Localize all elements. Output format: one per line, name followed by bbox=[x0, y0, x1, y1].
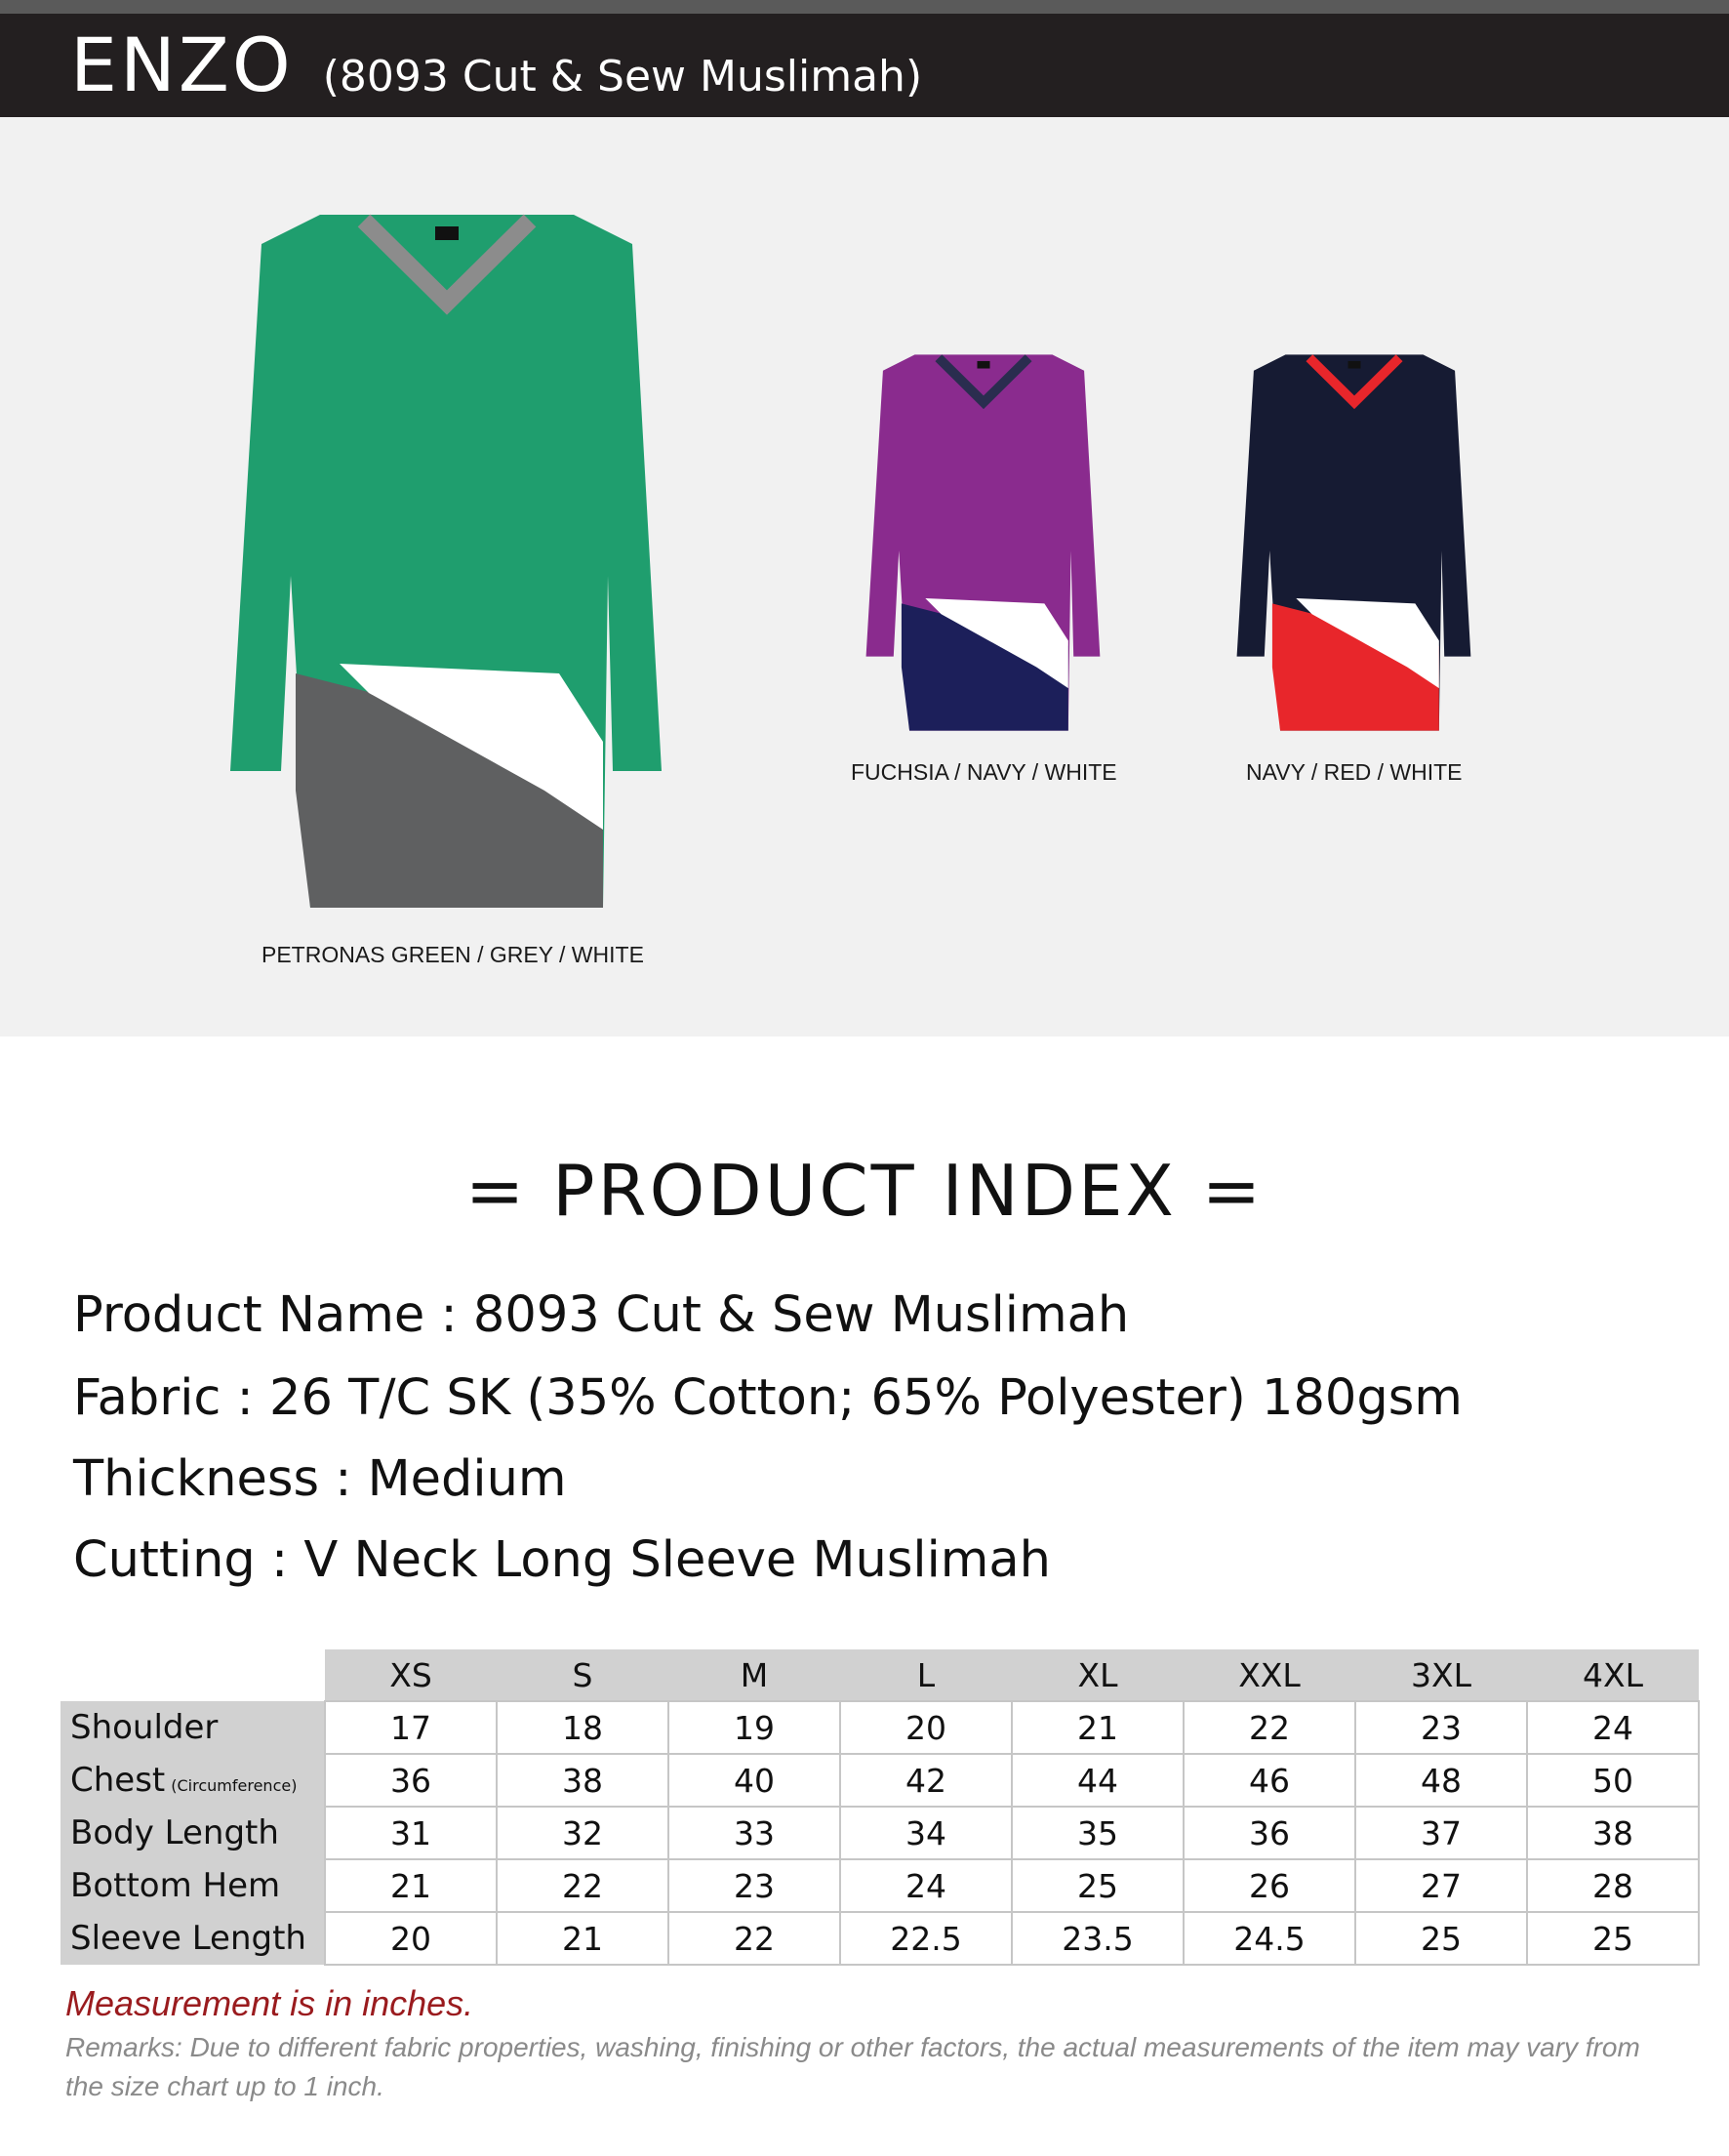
garment-illustration bbox=[1231, 349, 1477, 736]
table-cell: 33 bbox=[668, 1807, 840, 1859]
brand-name: ENZO bbox=[70, 21, 294, 108]
row-label-text: Chest bbox=[70, 1761, 166, 1800]
remarks-text: Remarks: Due to different fabric properties, washing, finishing or other factors, the actual measurements of the item may vary from the size chart up to 1 inch. bbox=[65, 2032, 1640, 2101]
product-gallery bbox=[0, 117, 1729, 1037]
table-cell: 21 bbox=[325, 1859, 497, 1912]
table-row bbox=[60, 1807, 1699, 1859]
table-cell: 22.5 bbox=[840, 1912, 1012, 1965]
page-header bbox=[0, 14, 1729, 117]
size-chart-corner bbox=[60, 1649, 325, 1701]
product-image-fuchsia bbox=[861, 349, 1106, 736]
size-col-l: L bbox=[840, 1649, 1012, 1701]
garment-illustration bbox=[861, 349, 1106, 736]
row-label bbox=[60, 1859, 325, 1912]
table-cell: 34 bbox=[840, 1807, 1012, 1859]
spec-thickness: Thickness : Medium bbox=[73, 1450, 567, 1508]
table-cell: 28 bbox=[1527, 1859, 1699, 1912]
product-caption-fuchsia: FUCHSIA / NAVY / WHITE bbox=[851, 759, 1117, 785]
table-cell: 20 bbox=[325, 1912, 497, 1965]
size-col-m: M bbox=[668, 1649, 840, 1701]
table-row bbox=[60, 1701, 1699, 1754]
table-cell: 25 bbox=[1012, 1859, 1184, 1912]
row-label bbox=[60, 1754, 325, 1807]
size-chart-table bbox=[60, 1649, 1700, 1966]
row-label bbox=[60, 1912, 325, 1965]
table-cell: 24 bbox=[1527, 1701, 1699, 1754]
product-subtitle: (8093 Cut & Sew Muslimah) bbox=[322, 52, 923, 102]
top-strip bbox=[0, 0, 1729, 14]
table-cell: 38 bbox=[1527, 1807, 1699, 1859]
table-cell: 36 bbox=[325, 1754, 497, 1807]
table-cell: 24 bbox=[840, 1859, 1012, 1912]
table-cell: 32 bbox=[497, 1807, 668, 1859]
row-label bbox=[60, 1701, 325, 1754]
table-cell: 26 bbox=[1184, 1859, 1355, 1912]
garment-label bbox=[1347, 361, 1360, 369]
size-header-row bbox=[60, 1649, 1699, 1701]
row-label bbox=[60, 1807, 325, 1859]
table-row bbox=[60, 1859, 1699, 1912]
table-cell: 18 bbox=[497, 1701, 668, 1754]
table-cell: 17 bbox=[325, 1701, 497, 1754]
table-cell: 50 bbox=[1527, 1754, 1699, 1807]
row-label-text: Body Length bbox=[70, 1813, 279, 1852]
table-cell: 36 bbox=[1184, 1807, 1355, 1859]
measurement-note: Measurement is in inches. bbox=[65, 1983, 474, 2023]
table-cell: 22 bbox=[497, 1859, 668, 1912]
table-cell: 46 bbox=[1184, 1754, 1355, 1807]
table-cell: 48 bbox=[1355, 1754, 1527, 1807]
table-cell: 35 bbox=[1012, 1807, 1184, 1859]
table-cell: 44 bbox=[1012, 1754, 1184, 1807]
size-col-4xl: 4XL bbox=[1527, 1649, 1699, 1701]
size-col-xs: XS bbox=[325, 1649, 497, 1701]
table-cell: 23 bbox=[668, 1859, 840, 1912]
table-cell: 25 bbox=[1527, 1912, 1699, 1965]
table-cell: 38 bbox=[497, 1754, 668, 1807]
table-cell: 22 bbox=[668, 1912, 840, 1965]
table-cell: 24.5 bbox=[1184, 1912, 1355, 1965]
product-caption-green: PETRONAS GREEN / GREY / WHITE bbox=[261, 942, 644, 967]
garment-label bbox=[977, 361, 989, 369]
table-cell: 20 bbox=[840, 1701, 1012, 1754]
row-label-text: Bottom Hem bbox=[70, 1866, 281, 1905]
table-row bbox=[60, 1912, 1699, 1965]
table-cell: 19 bbox=[668, 1701, 840, 1754]
row-label-text: Sleeve Length bbox=[70, 1919, 306, 1958]
table-row bbox=[60, 1754, 1699, 1807]
garment-label bbox=[435, 226, 459, 240]
table-cell: 23.5 bbox=[1012, 1912, 1184, 1965]
table-cell: 21 bbox=[1012, 1701, 1184, 1754]
size-col-3xl: 3XL bbox=[1355, 1649, 1527, 1701]
row-label-note: (Circumference) bbox=[171, 1776, 298, 1795]
table-cell: 37 bbox=[1355, 1807, 1527, 1859]
product-image-navy bbox=[1231, 349, 1477, 736]
garment-illustration bbox=[222, 205, 671, 917]
spec-product-name: Product Name : 8093 Cut & Sew Muslimah bbox=[73, 1286, 1130, 1344]
row-label-text: Shoulder bbox=[70, 1708, 219, 1747]
table-cell: 31 bbox=[325, 1807, 497, 1859]
table-cell: 27 bbox=[1355, 1859, 1527, 1912]
product-index-title: = PRODUCT INDEX = bbox=[464, 1150, 1265, 1232]
table-cell: 25 bbox=[1355, 1912, 1527, 1965]
table-cell: 40 bbox=[668, 1754, 840, 1807]
product-caption-navy: NAVY / RED / WHITE bbox=[1246, 759, 1463, 785]
spec-cutting: Cutting : V Neck Long Sleeve Muslimah bbox=[73, 1531, 1051, 1589]
size-col-xl: XL bbox=[1012, 1649, 1184, 1701]
table-cell: 22 bbox=[1184, 1701, 1355, 1754]
table-cell: 23 bbox=[1355, 1701, 1527, 1754]
product-image-green bbox=[222, 205, 671, 917]
table-cell: 42 bbox=[840, 1754, 1012, 1807]
size-col-s: S bbox=[497, 1649, 668, 1701]
size-col-xxl: XXL bbox=[1184, 1649, 1355, 1701]
table-cell: 21 bbox=[497, 1912, 668, 1965]
spec-fabric: Fabric : 26 T/C SK (35% Cotton; 65% Polyester) 180gsm bbox=[73, 1369, 1463, 1427]
